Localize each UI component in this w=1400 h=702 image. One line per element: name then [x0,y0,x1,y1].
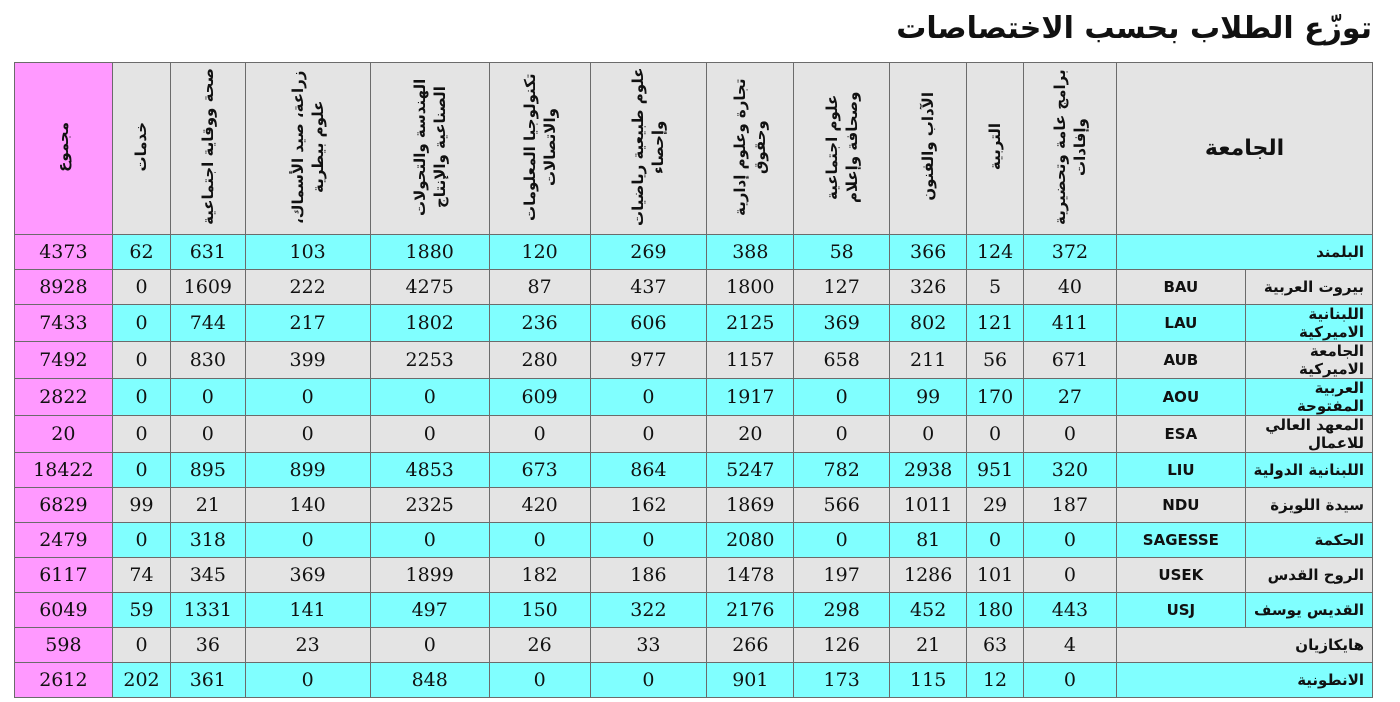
university-abbreviation: ESA [1117,416,1245,453]
value-cell: 5 [967,270,1023,305]
value-cell: 217 [245,305,370,342]
university-abbreviation: USEK [1117,558,1245,593]
value-cell: 631 [171,235,245,270]
row-total: 8928 [15,270,113,305]
table-row [15,235,1373,270]
value-cell: 0 [112,270,170,305]
value-cell: 0 [489,416,590,453]
value-cell: 411 [1023,305,1116,342]
value-cell: 120 [489,235,590,270]
value-cell: 0 [370,379,489,416]
value-cell: 62 [112,235,170,270]
table-row [15,342,1373,379]
value-cell: 115 [889,663,967,698]
value-cell: 0 [590,379,707,416]
value-cell: 366 [889,235,967,270]
table-row [15,558,1373,593]
value-cell: 141 [245,593,370,628]
university-name: القديس يوسف [1245,593,1372,628]
header-social-label: علوم اجتماعية وصحافة وإعلام [822,90,861,203]
value-cell: 1478 [707,558,794,593]
header-it [489,63,590,235]
value-cell: 606 [590,305,707,342]
header-services-label: خدمات [132,121,151,172]
value-cell: 443 [1023,593,1116,628]
value-cell: 1880 [370,235,489,270]
value-cell: 126 [794,628,890,663]
row-total: 2612 [15,663,113,698]
row-total: 2822 [15,379,113,416]
value-cell: 280 [489,342,590,379]
value-cell: 361 [171,663,245,698]
value-cell: 20 [707,416,794,453]
value-cell: 4275 [370,270,489,305]
value-cell: 29 [967,488,1023,523]
value-cell: 322 [590,593,707,628]
university-name: بيروت العربية [1245,270,1372,305]
value-cell: 0 [794,523,890,558]
row-total: 7492 [15,342,113,379]
value-cell: 0 [590,523,707,558]
row-total: 2479 [15,523,113,558]
value-cell: 150 [489,593,590,628]
value-cell: 2125 [707,305,794,342]
header-agriculture-label: زراعة، صيد الأسماك، علوم بيطرية [288,69,327,224]
university-abbreviation: NDU [1117,488,1245,523]
table-row [15,593,1373,628]
table-row [15,523,1373,558]
value-cell: 182 [489,558,590,593]
value-cell: 99 [112,488,170,523]
value-cell: 673 [489,453,590,488]
university-name: الجامعة الاميركية [1245,342,1372,379]
table-row [15,663,1373,698]
value-cell: 388 [707,235,794,270]
value-cell: 298 [794,593,890,628]
value-cell: 0 [590,416,707,453]
value-cell: 895 [171,453,245,488]
value-cell: 0 [967,416,1023,453]
value-cell: 12 [967,663,1023,698]
value-cell: 0 [967,523,1023,558]
value-cell: 399 [245,342,370,379]
value-cell: 0 [1023,558,1116,593]
header-science-label: علوم طبيعية رياضيات وإحصاء [629,67,668,226]
value-cell: 99 [889,379,967,416]
value-cell: 180 [967,593,1023,628]
university-name: اللبنانية الاميركية [1245,305,1372,342]
header-engineering-label: الهندسة والتحولات الصناعية والإنتاج [410,77,449,216]
value-cell: 121 [967,305,1023,342]
value-cell: 124 [967,235,1023,270]
value-cell: 0 [370,523,489,558]
value-cell: 497 [370,593,489,628]
students-by-specialization-table [14,62,1373,698]
value-cell: 0 [245,523,370,558]
value-cell: 566 [794,488,890,523]
header-services [112,63,170,235]
value-cell: 0 [245,663,370,698]
header-it-label: تكنولوجيا المعلومات والاتصالات [520,72,559,221]
university-name: المعهد العالي للاعمال [1245,416,1372,453]
value-cell: 1802 [370,305,489,342]
header-social [794,63,890,235]
value-cell: 2176 [707,593,794,628]
value-cell: 372 [1023,235,1116,270]
value-cell: 162 [590,488,707,523]
row-total: 20 [15,416,113,453]
header-arts-label: الآداب والفنون [919,92,938,201]
header-health-label: صحة ووقاية اجتماعية [198,68,217,225]
table-row [15,270,1373,305]
value-cell: 0 [489,663,590,698]
value-cell: 266 [707,628,794,663]
value-cell: 197 [794,558,890,593]
university-abbreviation: LIU [1117,453,1245,488]
value-cell: 0 [112,523,170,558]
value-cell: 21 [889,628,967,663]
value-cell: 1800 [707,270,794,305]
value-cell: 0 [370,628,489,663]
value-cell: 36 [171,628,245,663]
value-cell: 140 [245,488,370,523]
value-cell: 0 [171,416,245,453]
value-cell: 2938 [889,453,967,488]
university-abbreviation: SAGESSE [1117,523,1245,558]
value-cell: 2253 [370,342,489,379]
university-name: العربية المفتوحة [1245,379,1372,416]
value-cell: 0 [112,453,170,488]
value-cell: 864 [590,453,707,488]
university-abbreviation: AOU [1117,379,1245,416]
value-cell: 81 [889,523,967,558]
value-cell: 1899 [370,558,489,593]
value-cell: 1011 [889,488,967,523]
value-cell: 848 [370,663,489,698]
value-cell: 56 [967,342,1023,379]
value-cell: 59 [112,593,170,628]
university-name: هايكازيان [1117,628,1373,663]
value-cell: 222 [245,270,370,305]
value-cell: 23 [245,628,370,663]
header-arts [889,63,967,235]
value-cell: 345 [171,558,245,593]
value-cell: 101 [967,558,1023,593]
value-cell: 744 [171,305,245,342]
university-name: الحكمة [1245,523,1372,558]
value-cell: 0 [590,663,707,698]
value-cell: 127 [794,270,890,305]
university-abbreviation: LAU [1117,305,1245,342]
table-body [15,235,1373,698]
value-cell: 1609 [171,270,245,305]
value-cell: 802 [889,305,967,342]
value-cell: 40 [1023,270,1116,305]
value-cell: 318 [171,523,245,558]
university-name: الروح القدس [1245,558,1372,593]
header-agriculture [245,63,370,235]
value-cell: 830 [171,342,245,379]
page-title: توزّع الطلاب بحسب الاختصاصات [896,11,1372,46]
table-row [15,628,1373,663]
value-cell: 2325 [370,488,489,523]
value-cell: 369 [794,305,890,342]
row-total: 4373 [15,235,113,270]
university-abbreviation: AUB [1117,342,1245,379]
row-total: 598 [15,628,113,663]
value-cell: 33 [590,628,707,663]
header-row [15,63,1373,235]
value-cell: 87 [489,270,590,305]
value-cell: 0 [112,305,170,342]
row-total: 7433 [15,305,113,342]
row-total: 6829 [15,488,113,523]
header-education-label: التربية [986,122,1005,171]
header-business-label: تجارة وعلوم إدارية وحقوق [731,77,770,216]
table-row [15,453,1373,488]
header-total [15,63,113,235]
header-health [171,63,245,235]
value-cell: 103 [245,235,370,270]
value-cell: 170 [967,379,1023,416]
value-cell: 901 [707,663,794,698]
university-name: الانطونية [1117,663,1373,698]
table-row [15,488,1373,523]
value-cell: 58 [794,235,890,270]
value-cell: 782 [794,453,890,488]
value-cell: 1286 [889,558,967,593]
university-name: سيدة اللويزة [1245,488,1372,523]
row-total: 6117 [15,558,113,593]
value-cell: 0 [245,416,370,453]
value-cell: 236 [489,305,590,342]
table-row [15,305,1373,342]
table-row [15,416,1373,453]
header-engineering [370,63,489,235]
value-cell: 2080 [707,523,794,558]
header-general [1023,63,1116,235]
value-cell: 658 [794,342,890,379]
university-abbreviation: USJ [1117,593,1245,628]
header-science [590,63,707,235]
value-cell: 269 [590,235,707,270]
value-cell: 1869 [707,488,794,523]
value-cell: 899 [245,453,370,488]
value-cell: 4 [1023,628,1116,663]
university-abbreviation: BAU [1117,270,1245,305]
value-cell: 326 [889,270,967,305]
value-cell: 0 [794,416,890,453]
value-cell: 21 [171,488,245,523]
value-cell: 173 [794,663,890,698]
value-cell: 186 [590,558,707,593]
value-cell: 452 [889,593,967,628]
header-business [707,63,794,235]
value-cell: 0 [794,379,890,416]
value-cell: 420 [489,488,590,523]
value-cell: 951 [967,453,1023,488]
row-total: 18422 [15,453,113,488]
header-education [967,63,1023,235]
value-cell: 0 [112,342,170,379]
value-cell: 202 [112,663,170,698]
header-total-label: مجموع [54,121,73,172]
value-cell: 0 [112,628,170,663]
value-cell: 74 [112,558,170,593]
value-cell: 4853 [370,453,489,488]
value-cell: 0 [1023,416,1116,453]
value-cell: 0 [112,416,170,453]
value-cell: 609 [489,379,590,416]
value-cell: 1157 [707,342,794,379]
university-name: البلمند [1117,235,1373,270]
value-cell: 369 [245,558,370,593]
table-row [15,379,1373,416]
row-total: 6049 [15,593,113,628]
value-cell: 0 [245,379,370,416]
value-cell: 211 [889,342,967,379]
value-cell: 187 [1023,488,1116,523]
value-cell: 63 [967,628,1023,663]
header-general-label: برامج عامة وتحضيرية وإفادات [1050,68,1089,225]
value-cell: 0 [889,416,967,453]
value-cell: 5247 [707,453,794,488]
value-cell: 671 [1023,342,1116,379]
value-cell: 0 [1023,663,1116,698]
header-university: الجامعة [1117,63,1373,235]
value-cell: 0 [171,379,245,416]
value-cell: 977 [590,342,707,379]
university-name: اللبنانية الدولية [1245,453,1372,488]
value-cell: 0 [489,523,590,558]
value-cell: 1331 [171,593,245,628]
value-cell: 1917 [707,379,794,416]
value-cell: 0 [112,379,170,416]
value-cell: 320 [1023,453,1116,488]
value-cell: 27 [1023,379,1116,416]
value-cell: 437 [590,270,707,305]
value-cell: 0 [370,416,489,453]
value-cell: 26 [489,628,590,663]
value-cell: 0 [1023,523,1116,558]
